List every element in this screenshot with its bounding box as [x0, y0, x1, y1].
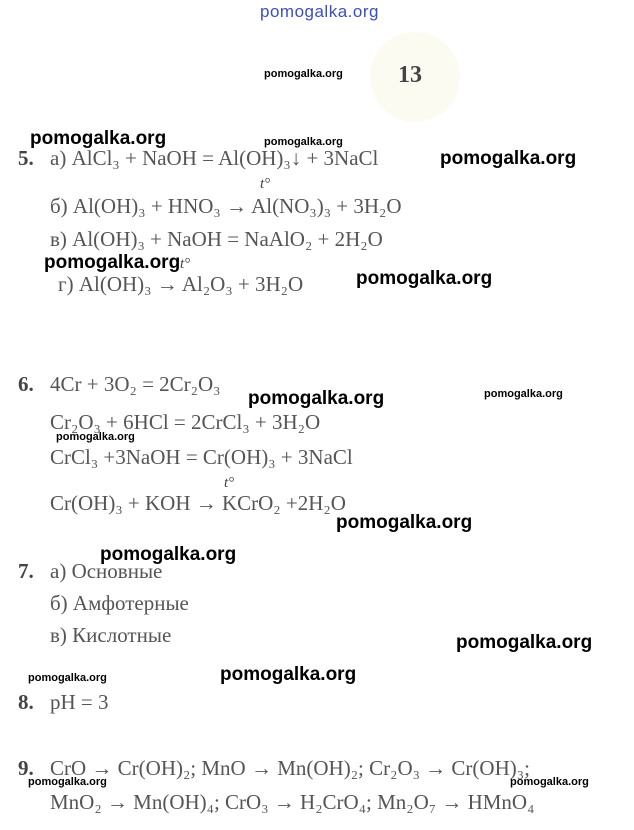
watermark: pomogalka.org: [44, 252, 181, 273]
problem-7-a: а) Основные: [50, 559, 163, 583]
watermark: pomogalka.org: [30, 128, 167, 149]
watermark: pomogalka.org: [56, 431, 135, 443]
problem-8-number: 8.: [18, 690, 34, 714]
watermark: pomogalka.org: [456, 632, 593, 653]
problem-9-line-1: CrO → Cr(OH)₂; MnO → Mn(OH)₂; Cr₂O₃ → Cr(OH)₃;: [50, 756, 530, 780]
problem-5-v: в) Al(OH)₃ + NaOH = NaAlO₂ + 2H₂O: [50, 227, 383, 251]
watermark: pomogalka.org: [484, 388, 563, 400]
problem-5-a: а) AlCl₃ + NaOH = Al(OH)₃↓ + 3NaCl: [50, 146, 379, 170]
problem-6-line-4: Cr(OH)₃ + KOH → KCrO₂ +2H₂O: [50, 491, 346, 515]
watermark: pomogalka.org: [510, 776, 589, 788]
problem-5-b: б) Al(OH)₃ + HNO₃ → Al(NO₃)₃ + 3H₂O: [50, 194, 402, 218]
watermark: pomogalka.org: [220, 664, 357, 685]
watermark: pomogalka.org: [248, 388, 385, 409]
problem-6-line-1: 4Cr + 3O₂ = 2Cr₂O₃: [50, 372, 221, 396]
problem-8-line-1: pH = 3: [50, 690, 109, 714]
problem-9-number: 9.: [18, 756, 34, 780]
problem-5-g: г) Al(OH)₃ → Al₂O₃ + 3H₂O: [58, 272, 304, 296]
watermark: pomogalka.org: [336, 512, 473, 533]
watermark: pomogalka.org: [356, 268, 493, 289]
watermark: pomogalka.org: [264, 136, 343, 148]
watermark: pomogalka.org: [28, 672, 107, 684]
watermark: pomogalka.org: [440, 148, 577, 169]
problem-5-g-condition: t°: [180, 256, 191, 272]
problem-7-b: б) Амфотерные: [50, 591, 189, 615]
problem-9-line-2: MnO₂ → Mn(OH)₄; CrO₃ → H₂CrO₄; Mn₂O₇ → HMnO₄: [50, 790, 535, 814]
page-number: 13: [398, 62, 422, 88]
watermark: pomogalka.org: [28, 776, 107, 788]
problem-6-line-3: CrCl₃ +3NaOH = Cr(OH)₃ + 3NaCl: [50, 445, 353, 469]
problem-7-v: в) Кислотные: [50, 623, 172, 647]
problem-6-line-4-condition: t°: [224, 475, 235, 491]
problem-6-number: 6.: [18, 372, 34, 396]
problem-6-line-2: Cr₂O₃ + 6HCl = 2CrCl₃ + 3H₂O: [50, 410, 321, 434]
site-header-watermark: pomogalka.org: [260, 2, 379, 21]
problem-5-b-condition: t°: [260, 176, 271, 192]
watermark: pomogalka.org: [100, 544, 237, 565]
problem-7-number: 7.: [18, 559, 34, 583]
watermark: pomogalka.org: [264, 68, 343, 80]
problem-5-number: 5.: [18, 146, 34, 170]
